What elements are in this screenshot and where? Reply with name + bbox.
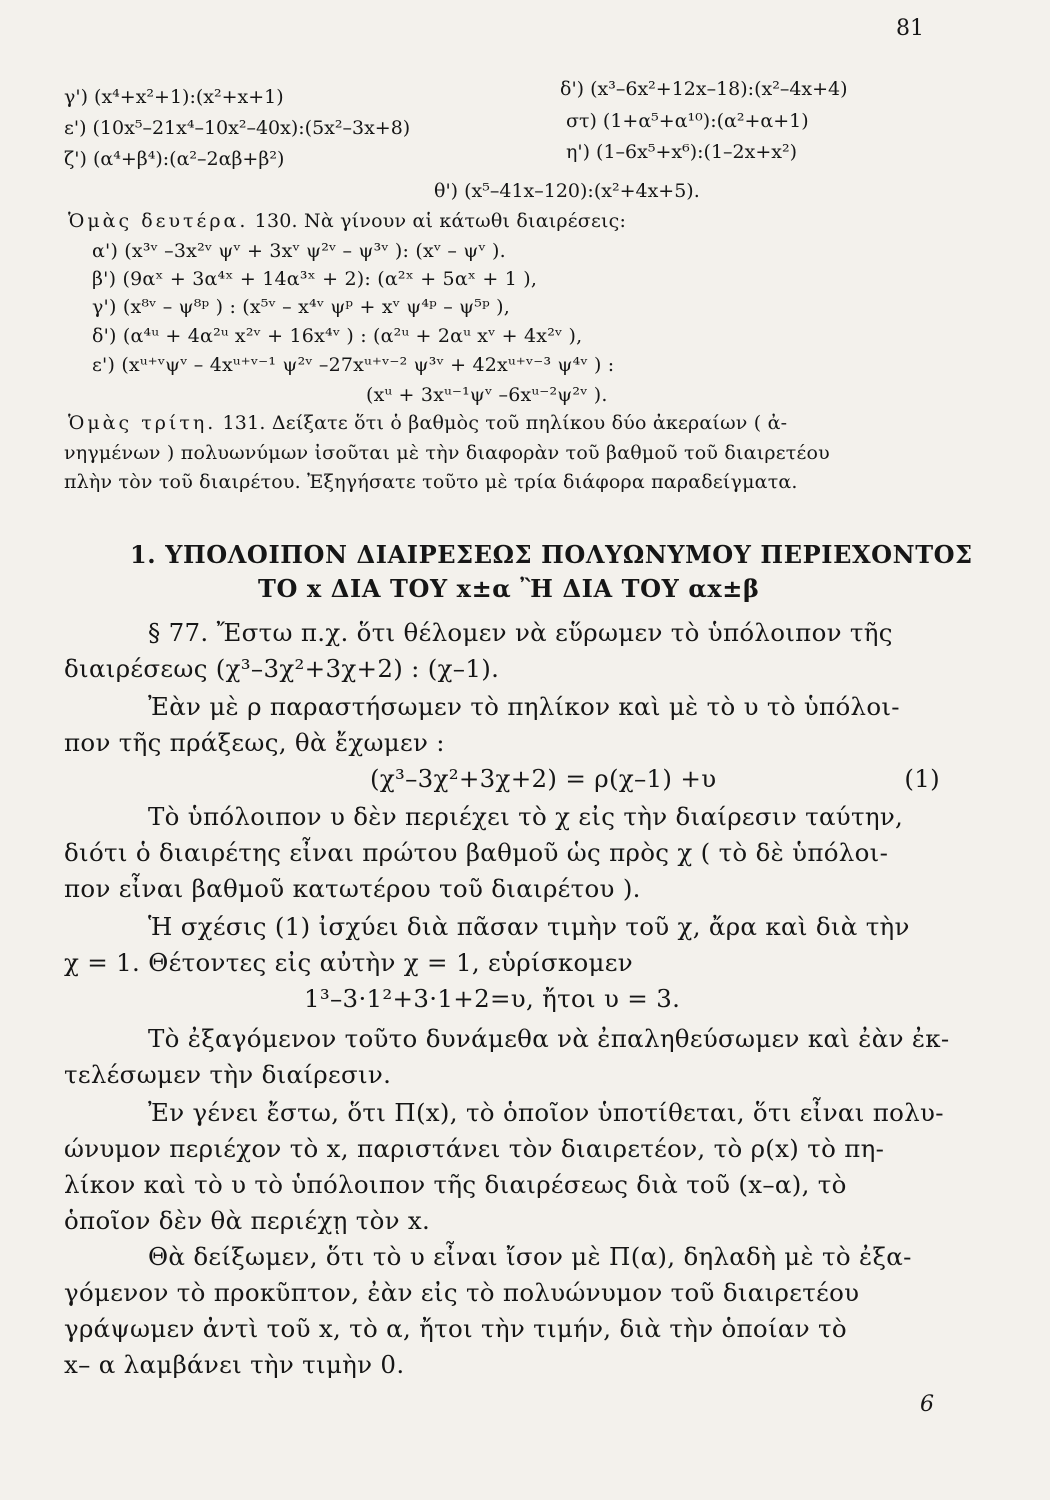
body-line-7: πον εἶναι βαθμοῦ κατωτέρου τοῦ διαιρέτου ). — [64, 874, 641, 903]
exercise-h: η') (1–6x⁵+x⁶):(1–2x+x²) — [566, 141, 798, 163]
exercise-e: ε') (10x⁵–21x⁴–10x²–40x):(5x²–3x+8) — [64, 117, 411, 139]
body-line-18: γράψωμεν ἀντὶ τοῦ x, τὸ α, ἤτοι τὴν τιμήν, διὰ τὴν ὁποίαν τὸ — [64, 1314, 847, 1343]
body-line-2: διαιρέσεως (χ³–3χ²+3χ+2) : (χ–1). — [64, 654, 500, 683]
group3-line-3: πλὴν τὸν τοῦ διαιρέτου. Ἐξηγήσατε τοῦτο μὲ τρία διάφορα παραδείγματα. — [64, 471, 798, 493]
body-line-5: Τὸ ὑπόλοιπον υ δὲν περιέχει τὸ χ εἰς τὴν διαίρεσιν ταύτην, — [148, 802, 904, 831]
group3-text: 131. Δείξατε ὅτι ὁ βαθμὸς τοῦ πηλίκου δύο ἀκεραίων ( ἀ- — [222, 412, 788, 434]
sheet-signature: 6 — [920, 1392, 934, 1417]
body-line-4: πον τῆς πράξεως, θὰ ἔχωμεν : — [64, 728, 445, 757]
body-line-6: διότι ὁ διαιρέτης εἶναι πρώτου βαθμοῦ ὡς πρὸς χ ( τὸ δὲ ὑπόλοι- — [64, 838, 889, 867]
equation-1-number: (1) — [904, 764, 940, 793]
body-line-9: χ = 1. Θέτοντες εἰς αὐτὴν χ = 1, εὑρίσκομεν — [64, 948, 633, 977]
exercise-z: ζ') (α⁴+β⁴):(α²–2αβ+β²) — [64, 148, 285, 170]
exercise-st: στ) (1+α⁵+α¹⁰):(α²+α+1) — [566, 110, 809, 132]
group2-item-b: β') (9αˣ + 3α⁴ˣ + 14α³ˣ + 2): (α²ˣ + 5αˣ + 1 ), — [92, 268, 538, 290]
body-line-13: ώνυμον περιέχον τὸ x, παριστάνει τὸν διαιρετέον, τὸ ρ(x) τὸ πη- — [64, 1134, 885, 1163]
equation-2: 1³–3·1²+3·1+2=υ, ἤτοι υ = 3. — [304, 984, 681, 1013]
group2-label: Ὁμὰς δευτέρα. — [68, 210, 249, 232]
body-line-1: § 77. Ἔστω π.χ. ὅτι θέλομεν νὰ εὕρωμεν τὸ ὑπόλοιπον τῆς — [148, 618, 893, 647]
group2-heading — [68, 210, 626, 232]
body-line-14: λίκον καὶ τὸ υ τὸ ὑπόλοιπον τῆς διαιρέσεως διὰ τοῦ (x–α), τὸ — [64, 1170, 847, 1199]
exercise-th: θ') (x⁵–41x–120):(x²+4x+5). — [434, 180, 700, 202]
exercise-g: γ') (x⁴+x²+1):(x²+x+1) — [64, 86, 284, 108]
body-line-16: Θὰ δείξωμεν, ὅτι τὸ υ εἶναι ἴσον μὲ Π(α), δηλαδὴ μὲ τὸ ἐξα- — [148, 1242, 912, 1271]
section-title-line1: 1. ΥΠΟΛΟΙΠΟΝ ΔΙΑΙΡΕΣΕΩΣ ΠΟΛΥΩΝΥΜΟΥ ΠΕΡΙΕΧΟΝΤΟΣ — [130, 540, 973, 569]
body-line-15: ὁποῖον δὲν θὰ περιέχῃ τὸν x. — [64, 1206, 431, 1235]
body-line-11: τελέσωμεν τὴν διαίρεσιν. — [64, 1060, 392, 1089]
group2-item-d: δ') (α⁴ᵘ + 4α²ᵘ x²ᵛ + 16x⁴ᵛ ) : (α²ᵘ + 2αᵘ xᵛ + 4x²ᵛ ), — [92, 325, 583, 347]
group3-line-2: νηγμένων ) πολυωνύμων ἰσοῦται μὲ τὴν διαφορὰν τοῦ βαθμοῦ τοῦ διαιρετέου — [64, 442, 830, 464]
group2-item-e: ε') (xᵘ⁺ᵛψᵛ – 4xᵘ⁺ᵛ⁻¹ ψ²ᵛ –27xᵘ⁺ᵛ⁻² ψ³ᵛ + 42xᵘ⁺ᵛ⁻³ ψ⁴ᵛ ) : — [92, 354, 615, 376]
exercise-d: δ') (x³–6x²+12x–18):(x²–4x+4) — [560, 78, 848, 100]
equation-1-body: (χ³–3χ²+3χ+2) = ρ(χ–1) +υ — [370, 764, 717, 793]
group2-text: 130. Νὰ γίνουν αἱ κάτωθι διαιρέσεις: — [254, 210, 627, 232]
body-line-19: x– α λαμβάνει τὴν τιμὴν 0. — [64, 1350, 405, 1379]
group2-item-a: α') (x³ᵛ –3x²ᵛ ψᵛ + 3xᵛ ψ²ᵛ – ψ³ᵛ ): (xᵛ – ψᵛ ). — [92, 240, 506, 262]
group2-item-g: γ') (x⁸ᵛ – ψ⁸ᵖ ) : (x⁵ᵛ – x⁴ᵛ ψᵖ + xᵛ ψ⁴ᵖ – ψ⁵ᵖ ), — [92, 296, 510, 318]
group3-label: Ὁμὰς τρίτη. — [68, 412, 217, 434]
group3-line-1 — [68, 412, 787, 434]
body-line-17: γόμενον τὸ προκῦπτον, ἐὰν εἰς τὸ πολυώνυμον τοῦ διαιρετέου — [64, 1278, 860, 1307]
body-line-3: Ἐὰν μὲ ρ παραστήσωμεν τὸ πηλίκον καὶ μὲ τὸ υ τὸ ὑπόλοι- — [148, 692, 900, 721]
body-line-10: Τὸ ἐξαγόμενον τοῦτο δυνάμεθα νὰ ἐπαληθεύσωμεν καὶ ἐὰν ἐκ- — [148, 1024, 950, 1053]
body-line-12: Ἐν γένει ἔστω, ὅτι Π(x), τὸ ὁποῖον ὑποτίθεται, ὅτι εἶναι πολυ- — [148, 1098, 944, 1127]
section-title-line2: ΤΟ x ΔΙΑ ΤΟΥ x±α Ἢ ΔΙΑ ΤΟΥ αx±β — [258, 574, 760, 603]
group2-item-e-cont: (xᵘ + 3xᵘ⁻¹ψᵛ –6xᵘ⁻²ψ²ᵛ ). — [366, 384, 608, 406]
body-line-8: Ἡ σχέσις (1) ἰσχύει διὰ πᾶσαν τιμὴν τοῦ χ, ἄρα καὶ διὰ τὴν — [148, 912, 910, 941]
equation-1 — [370, 764, 940, 793]
page-number: 81 — [896, 16, 924, 41]
